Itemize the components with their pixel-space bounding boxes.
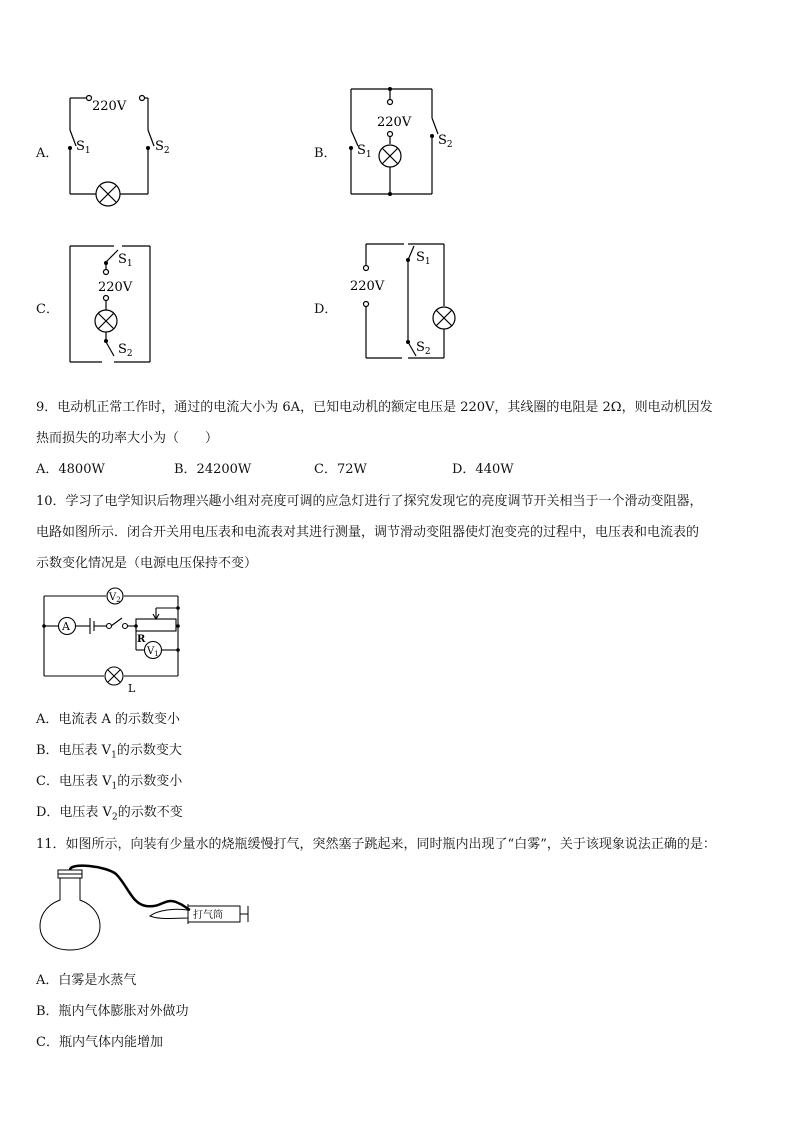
q11-option-c[interactable]: C．瓶内气体内能增加 [36,1035,163,1050]
voltage-label: 220V [92,99,127,114]
q11-option-a[interactable]: A．白雾是水蒸气 [36,973,137,988]
svg-text:V1: $V_1$ [147,646,159,658]
q10-text-line2: 电路如图所示．闭合开关用电压表和电流表对其进行测量，调节滑动变阻器使灯泡变亮的过程中，电压表和电流表的 [36,525,700,540]
svg-text:S2: $S_2$ [118,342,133,359]
q11-flask-pump-diagram [36,864,256,954]
q9-option-b[interactable]: B．24200W [174,462,252,477]
q10-option-d[interactable]: D．电压表 $V_2$的示数不变 [36,805,183,823]
option-a-label: A． [36,146,59,161]
svg-text:220V: 220V [350,279,385,294]
q9-option-a[interactable]: A．4800W [36,462,105,477]
svg-text:S1: $S_1$ [357,143,372,160]
q11-option-b[interactable]: B．瓶内气体膨胀对外做功 [36,1004,189,1019]
q9-text-line1: 9．电动机正常工作时，通过的电流大小为 6A，已知电动机的额定电压是 220V，其线圈的电阻是 2Ω，则电动机因发 [36,400,713,415]
q9-option-c[interactable]: C．72W [314,462,367,477]
svg-text:S2: $S_2$ [155,139,170,156]
svg-text:S1: $S_1$ [118,252,133,269]
svg-text:220V: 220V [98,280,133,295]
q9-text-line2: 热而损失的功率大小为（ ） [36,431,219,446]
svg-text:R: R [137,634,146,645]
option-b-label: B． [314,146,337,161]
q10-text-line1: 10．学习了电学知识后物理兴趣小组对亮度可调的应急灯进行了探究发现它的亮度调节开关相当于一个滑动变阻器， [36,494,703,509]
circuit-d-diagram [344,238,474,366]
q10-text-line3: 示数变化情况是（电源电压保持不变） [36,556,258,571]
q10-option-c[interactable]: C．电压表 $V_1$的示数变小 [36,774,183,792]
option-c-label: C． [36,302,59,317]
q10-option-b[interactable]: B．电压表 $V_1$的示数变大 [36,743,182,761]
svg-text:S1: $S_1$ [76,139,91,156]
svg-text:S2: $S_2$ [416,340,431,357]
circuit-a-diagram [60,88,170,213]
q9-option-d[interactable]: D．440W [452,462,514,477]
q10-circuit-diagram [36,584,186,694]
svg-text:S1: $S_1$ [416,250,431,267]
circuit-b-diagram [342,82,462,202]
svg-text:S2: $S_2$ [438,133,453,150]
svg-text:V2: $V_2$ [109,592,121,604]
circuit-c-diagram [62,240,162,368]
svg-text:L: L [128,682,136,694]
option-d-label: D． [314,302,338,317]
svg-text:打气筒: 打气筒 [193,910,223,921]
q11-text-line1: 11．如图所示，向装有少量水的烧瓶缓慢打气，突然塞子跳起来，同时瓶内出现了“白雾”，关于该现象说法正确的是： [36,837,716,852]
svg-text:220V: 220V [377,115,412,130]
svg-text:A: A [62,620,70,633]
q10-option-a[interactable]: A．电流表 A 的示数变小 [36,712,181,727]
